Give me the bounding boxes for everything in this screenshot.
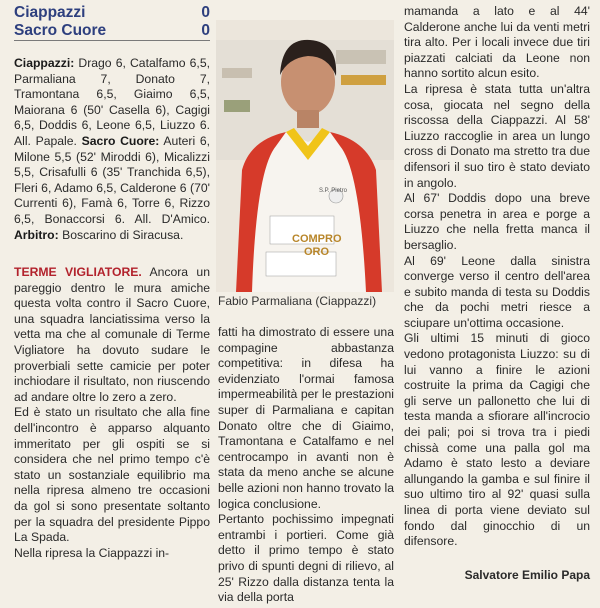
- score-box: [14, 4, 210, 41]
- paragraph-6: Al 67' Doddis dopo una breve corsa penetra in area e porge a Liuzzo che nella fretta manca il bersaglio.: [404, 191, 590, 252]
- shirt-sponsor-3: S.P. Pietro: [319, 188, 347, 194]
- paragraph-1: [14, 265, 210, 405]
- paragraph-3-cont: fatti ha dimostrato di essere una compagine abbastanza competitiva: in difesa ha evidenziato l'ormai famosa impermeabilità per le prestazioni super di Parmaliana e capitan Donato oltre che di Giaimo, Tramontana e Catalfamo e nel centrocampo in avanti non è stata da meno anche se alcune belle azioni non hanno trovato la logica conclusione.: [218, 325, 394, 511]
- lineup-ciappazzi: [14, 56, 210, 243]
- shirt-sponsor-2: ORO: [304, 246, 330, 258]
- article-column-2: [218, 325, 394, 606]
- paragraph-4-cont: mamanda a lato e al 44' Calderone anche lui da venti metri tira alto. Per i locali invece due tiri piazzati calciati da Leone non hanno sortito alcun esito.: [404, 4, 590, 81]
- paragraph-5: La ripresa è stata tutta un'altra cosa, giocata nel segno della riscossa della Ciappazzi. Al 58' Liuzzo raccoglie in area un lungo cross di Donato ma stretto tra due difensori il suo tiro è stato deviato in angolo.: [404, 81, 590, 190]
- arbitro-text: Boscarino di Siracusa.: [62, 227, 184, 242]
- article-kicker: TERME VIGLIATORE.: [14, 265, 142, 279]
- score-row-away: [14, 22, 210, 40]
- photo-caption: Fabio Parmaliana (Ciappazzi): [218, 294, 377, 308]
- team-home: Ciappazzi: [14, 4, 86, 21]
- paragraph-1-text: Ancora un pareggio dentro le mura amiche questa volta contro il Sacro Cuore, una squadra lanciatissima verso la vetta ma che al comunale di Terme Vigliatore ha dovuto sudare le proverbiali sette camicie per poter inchiodare il risultato, non riuscendo ad andare oltre lo zero a zero.: [14, 265, 210, 404]
- score-away: 0: [201, 22, 210, 39]
- article-column-3: [404, 4, 590, 550]
- shirt-sponsor-1: COMPRO: [292, 233, 342, 245]
- lineup-label-ciappazzi: Ciappazzi:: [14, 56, 75, 70]
- score-home: 0: [201, 4, 210, 21]
- paragraph-3: Nella ripresa la Ciappazzi in-: [14, 545, 170, 560]
- paragraph-2: Ed è stato un risultato che alla fine dell'incontro è apparso alquanto immeritato per gli ospiti se si considera che nel primo tempo c'è stato un sostanziale equilibrio ma nella ripresa almeno tre occasioni da gol si sono presentate soltanto per la squadra del presidente Pippo La Spada.: [14, 405, 210, 545]
- paragraph-4: Pertanto pochissimo impegnati entrambi i portieri. Come già detto il primo tempo è stato privo di spunti degni di rilievo, al 25' Rizzo dalla distanza tenta la via della porta: [218, 512, 394, 605]
- paragraph-7: Al 69' Leone dalla sinistra converge verso il centro dell'area e subito manda di testa su Doddis che da pochi metri riesce a sciupare un'ottima occasione.: [404, 253, 590, 330]
- lineups-block: [14, 56, 210, 243]
- lineup-label-sacro: Sacro Cuore:: [81, 133, 160, 148]
- lineup-text-ciappazzi: Drago 6, Catalfamo 6,5, Parmaliana 7, Donato 7, Tramontana 6,5, Giaimo 6,5, Maiorana 6 (50' Casella 6), Cagigi 6,5, Doddis 6, Leone 6,5, Liuzzo 6. All. Papale.: [14, 56, 210, 148]
- arbitro-label: Arbitro:: [14, 227, 59, 242]
- paragraph-8: Gli ultimi 15 minuti di gioco vedono protagonista Liuzzo: su di lui vanno a finire le azioni costruite la prima da Cagigi che gli serve un pallonetto che lui di testa manda a sfiorare all'incrocio dei pali; poi si trova tra i piedi chissà come una palla gol ma Adamo è stato lesto a deviare allungando la gamba e sul finire il suo ultimo tiro al 92' quasi sulla linea di porta viene deviato sul fondo dal ginocchio di un difensore.: [404, 331, 590, 549]
- article-column-1: [14, 265, 210, 561]
- lineup-text-sacro: Auteri 6, Milone 5,5 (52' Miroddi 6), Micalizzi 5,5, Crisafulli 6 (35' Tranchida 6,5), Fleri 6, Adamo 6,5, Calderone 6 (70' Currenti 6), Famà 6, Torre 6, Rizzo 6,5, Bonaccorsi 6. All. D'Amico.: [14, 133, 211, 226]
- author-signature: Salvatore Emilio Papa: [464, 568, 590, 582]
- player-photo: [216, 20, 394, 292]
- score-row-home: [14, 4, 210, 22]
- team-away: Sacro Cuore: [14, 22, 107, 39]
